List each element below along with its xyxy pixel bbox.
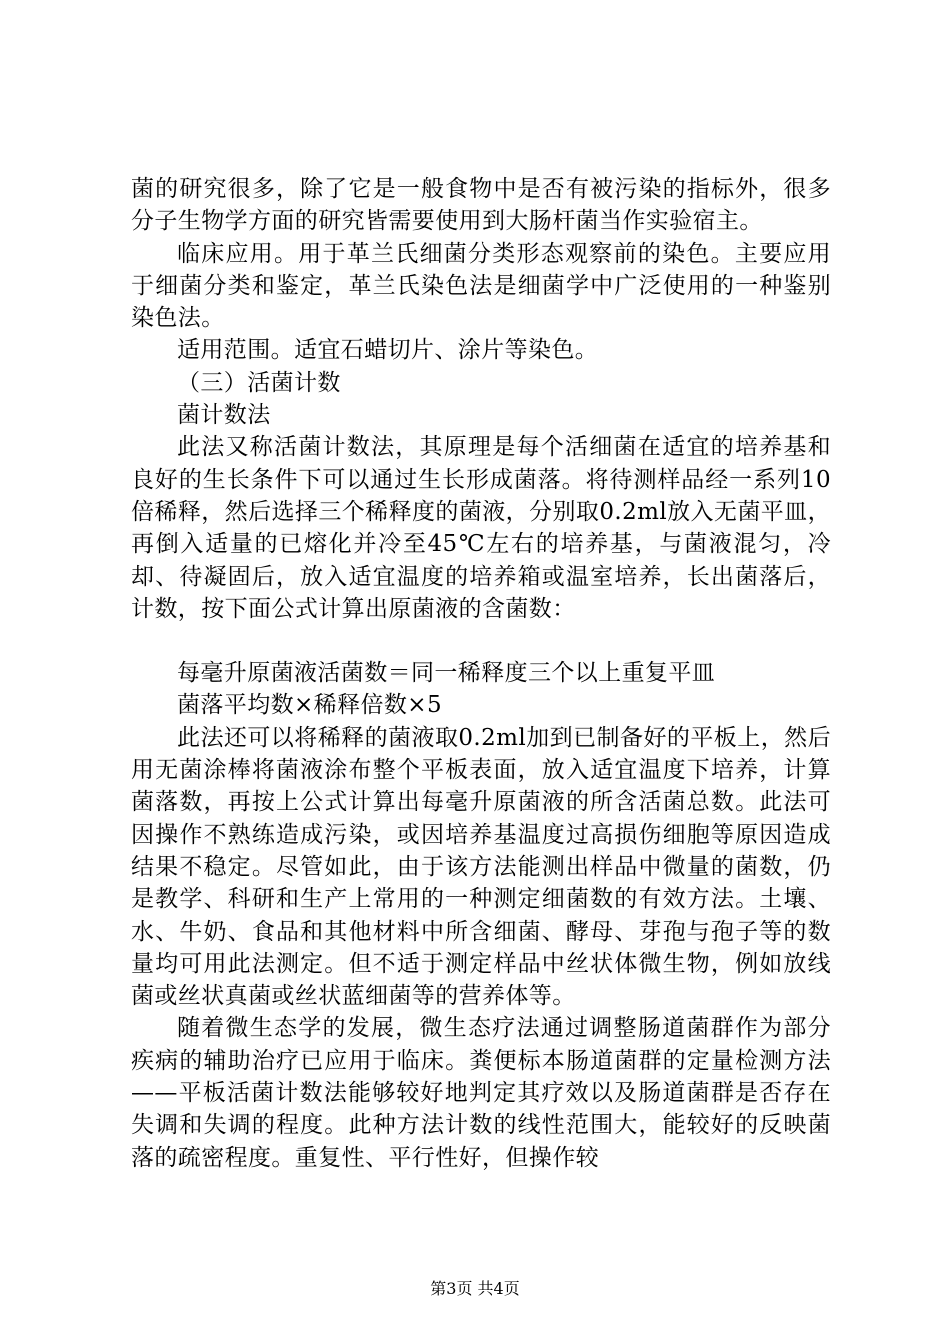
formula-line-1: 每毫升原菌液活菌数＝同一稀释度三个以上重复平皿	[177, 660, 716, 687]
paragraph-continuation: 菌的研究很多，除了它是一般食物中是否有被污染的指标外，很多分子生物学方面的研究皆需要使用到大肠杆菌当作实验宿主。	[131, 176, 831, 235]
paragraph-method: 此法又称活菌计数法，其原理是每个活细菌在适宜的培养基和良好的生长条件下可以通过生长形成菌落。将待测样品经一系列10倍稀释，然后选择三个稀释度的菌液，分别取0.2ml放入无菌平皿，再倒入适量的已熔化并冷至45℃左右的培养基，与菌液混匀，冷却、待凝固后，放入适宜温度的培养箱或温室培养，长出菌落后，计数，按下面公式计算出原菌液的含菌数：	[131, 434, 831, 622]
page-number-footer: 第3页 共4页	[430, 1279, 520, 1298]
document-body	[131, 173, 831, 1174]
section-heading: （三）活菌计数	[177, 369, 341, 396]
paragraph-spread-method: 此法还可以将稀释的菌液取0.2ml加到已制备好的平板上，然后用无菌涂棒将菌液涂布整个平板表面，放入适宜温度下培养，计算菌落数，再按上公式计算出每毫升原菌液的所含活菌总数。此法可因操作不熟练造成污染，或因培养基温度过高损伤细胞等原因造成结果不稳定。尽管如此，由于该方法能测出样品中微量的菌数，仍是教学、科研和生产上常用的一种测定细菌数的有效方法。土壤、水、牛奶、食品和其他材料中所含细菌、酵母、芽孢与孢子等的数量均可用此法测定。但不适于测定样品中丝状体微生物，例如放线菌或丝状真菌或丝状蓝细菌等的营养体等。	[131, 724, 831, 1010]
paragraph-clinical-use: 临床应用。用于革兰氏细菌分类形态观察前的染色。主要应用于细菌分类和鉴定，革兰氏染色法是细菌学中广泛使用的一种鉴别染色法。	[131, 240, 831, 332]
paragraph-microecology: 随着微生态学的发展，微生态疗法通过调整肠道菌群作为部分疾病的辅助治疗已应用于临床。粪便标本肠道菌群的定量检测方法——平板活菌计数法能够较好地判定其疗效以及肠道菌群是否存在失调和失调的程度。此种方法计数的线性范围大，能较好的反映菌落的疏密程度。重复性、平行性好，但操作较	[131, 1015, 831, 1171]
formula-line-2: 菌落平均数×稀释倍数×5	[177, 692, 442, 719]
subsection-heading: 菌计数法	[177, 402, 271, 429]
paragraph-scope: 适用范围。适宜石蜡切片、涂片等染色。	[177, 337, 599, 364]
